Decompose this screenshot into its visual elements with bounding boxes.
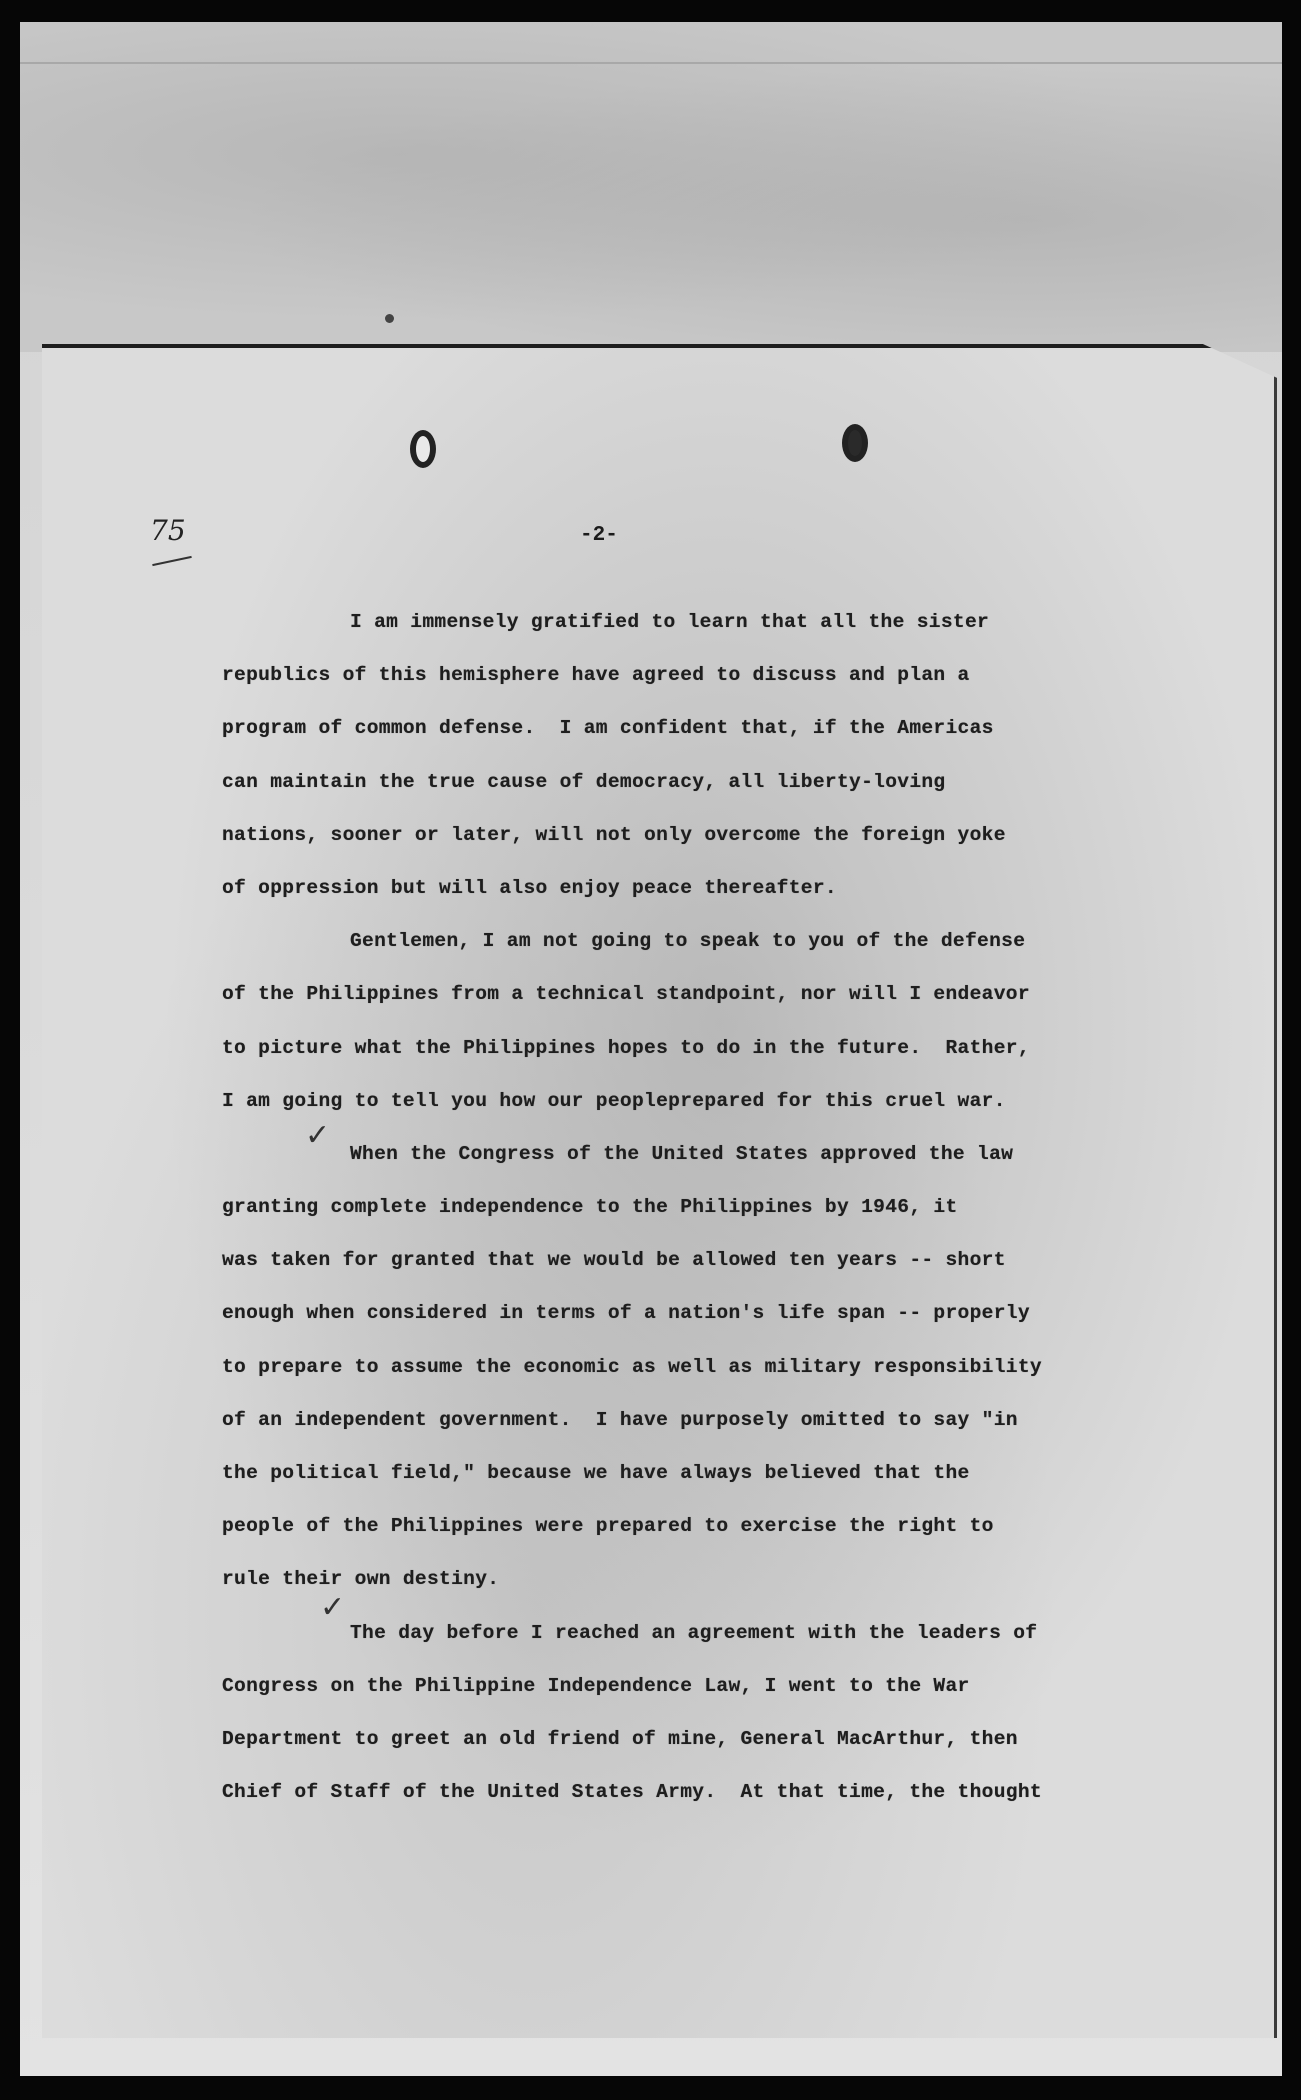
- text-line: I am going to tell you how our peopleprepared for this cruel war.: [222, 1089, 1006, 1112]
- back-sheet: [20, 22, 1282, 352]
- text-line: Department to greet an old friend of mine, General MacArthur, then: [222, 1727, 1018, 1750]
- text-line: of oppression but will also enjoy peace thereafter.: [222, 876, 837, 899]
- text-line: enough when considered in terms of a nation's life span -- properly: [222, 1302, 1030, 1325]
- text-line: of an independent government. I have purposely omitted to say "in: [222, 1408, 1018, 1431]
- text-line: republics of this hemisphere have agreed to discuss and plan a: [222, 664, 970, 687]
- check-mark-icon: ✓: [305, 1118, 331, 1153]
- text-line: the political field," because we have always believed that the: [222, 1462, 970, 1484]
- typed-page-number: -2-: [580, 524, 618, 547]
- text-line: Chief of Staff of the United States Army. At that time, the thought: [222, 1781, 1042, 1804]
- text-line: rule their own destiny.: [222, 1568, 500, 1591]
- text-line: of the Philippines from a technical standpoint, nor will I endeavor: [222, 983, 1030, 1006]
- text-line: to picture what the Philippines hopes to do in the future. Rather,: [222, 1036, 1030, 1059]
- punch-hole-right: [842, 424, 868, 462]
- text-line: people of the Philippines were prepared to exercise the right to: [222, 1515, 994, 1538]
- typed-body-text: [222, 596, 1122, 1819]
- punch-hole-left: [410, 430, 436, 468]
- text-line: When the Congress of the United States approved the law: [350, 1142, 1014, 1165]
- check-mark-icon: ✓: [320, 1590, 346, 1625]
- text-line: can maintain the true cause of democracy, all liberty-loving: [222, 770, 946, 793]
- ink-dot: [385, 314, 394, 323]
- handwritten-page-number: 75: [150, 514, 186, 547]
- text-line: I am immensely gratified to learn that all the sister: [350, 611, 990, 633]
- text-line: The day before I reached an agreement with the leaders of: [350, 1621, 1038, 1644]
- text-line: granting complete independence to the Philippines by 1946, it: [222, 1196, 958, 1219]
- text-line: Congress on the Philippine Independence Law, I went to the War: [222, 1674, 970, 1697]
- text-line: nations, sooner or later, will not only overcome the foreign yoke: [222, 823, 1006, 846]
- text-line: to prepare to assume the economic as well as military responsibility: [222, 1355, 1042, 1378]
- text-line: Gentlemen, I am not going to speak to you of the defense: [350, 930, 1026, 953]
- text-line: was taken for granted that we would be allowed ten years -- short: [222, 1249, 1006, 1272]
- text-line: program of common defense. I am confident that, if the Americas: [222, 717, 994, 740]
- sheet-edge: [20, 62, 1282, 64]
